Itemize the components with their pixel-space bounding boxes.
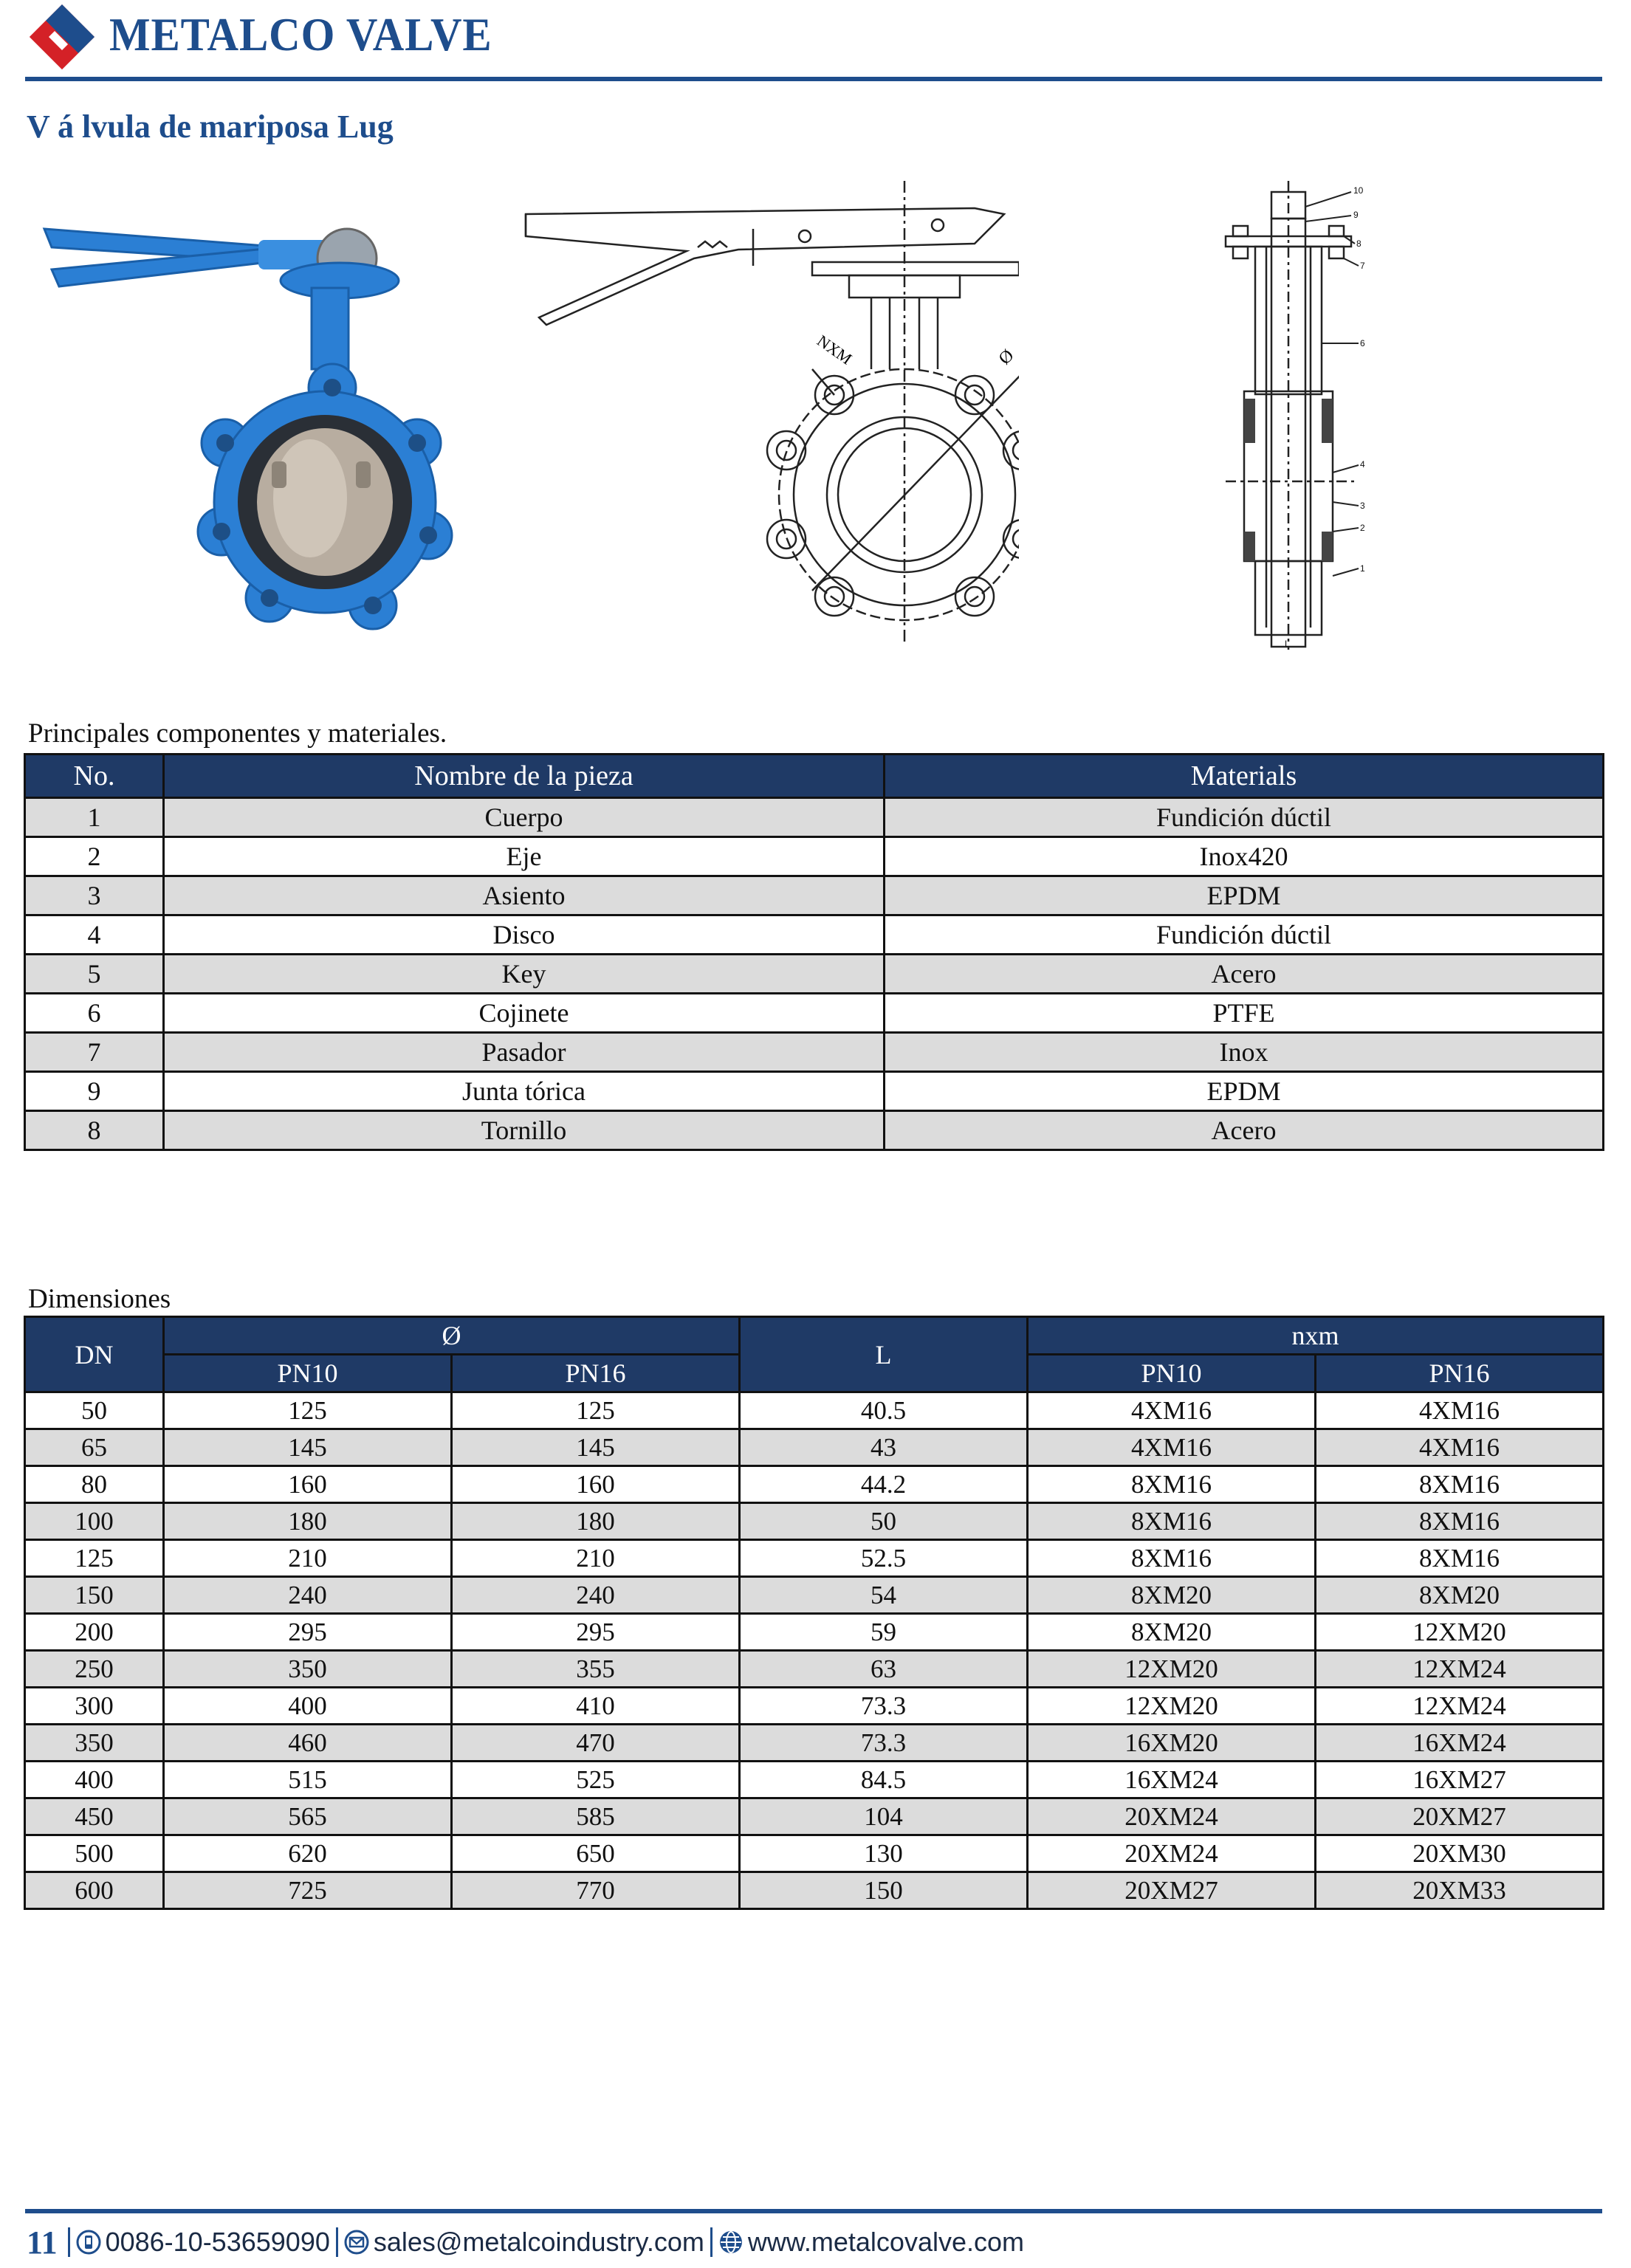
footer-phone: 0086-10-53659090 bbox=[105, 2227, 330, 2257]
components-label: Principales componentes y materiales. bbox=[28, 718, 447, 749]
header-diameter: Ø bbox=[164, 1317, 740, 1355]
cell-no: 1 bbox=[25, 798, 164, 837]
cell-nxm-pn10: 16XM20 bbox=[1028, 1725, 1316, 1762]
cell-nxm-pn16: 8XM16 bbox=[1316, 1540, 1604, 1577]
cell-nxm-pn10: 20XM24 bbox=[1028, 1798, 1316, 1835]
dimensions-row bbox=[25, 1688, 1604, 1725]
cell-diameter-pn10: 565 bbox=[164, 1798, 452, 1835]
dimensions-row bbox=[25, 1503, 1604, 1540]
cell-l: 44.2 bbox=[740, 1466, 1028, 1503]
footer-separator bbox=[336, 2227, 338, 2257]
cell-material: Fundición dúctil bbox=[885, 915, 1604, 955]
cell-part-name: Cojinete bbox=[164, 994, 885, 1033]
dimensions-row bbox=[25, 1872, 1604, 1909]
cell-nxm-pn10: 20XM27 bbox=[1028, 1872, 1316, 1909]
cell-no: 5 bbox=[25, 955, 164, 994]
footer bbox=[27, 2224, 1024, 2261]
dimensions-row bbox=[25, 1392, 1604, 1429]
callout-2: 2 bbox=[1360, 523, 1365, 533]
dimensions-row bbox=[25, 1429, 1604, 1466]
cell-diameter-pn16: 240 bbox=[452, 1577, 740, 1614]
cell-part-name: Junta tórica bbox=[164, 1072, 885, 1111]
cell-dn: 100 bbox=[25, 1503, 164, 1540]
cell-no: 4 bbox=[25, 915, 164, 955]
cell-l: 73.3 bbox=[740, 1688, 1028, 1725]
callout-10: 10 bbox=[1353, 185, 1364, 196]
cell-l: 104 bbox=[740, 1798, 1028, 1835]
brand-name: METALCO VALVE bbox=[109, 8, 492, 61]
cell-l: 84.5 bbox=[740, 1762, 1028, 1798]
globe-icon bbox=[718, 2230, 744, 2255]
valve-section-drawing bbox=[1203, 177, 1373, 650]
phone-icon bbox=[76, 2230, 101, 2255]
cell-l: 150 bbox=[740, 1872, 1028, 1909]
cell-nxm-pn16: 4XM16 bbox=[1316, 1429, 1604, 1466]
header-nxm-pn16: PN16 bbox=[1316, 1355, 1604, 1392]
cell-diameter-pn10: 515 bbox=[164, 1762, 452, 1798]
footer-website[interactable]: www.metalcovalve.com bbox=[747, 2227, 1025, 2257]
cell-no: 9 bbox=[25, 1072, 164, 1111]
callout-1: 1 bbox=[1360, 563, 1365, 574]
callout-9: 9 bbox=[1353, 210, 1359, 220]
cell-diameter-pn10: 210 bbox=[164, 1540, 452, 1577]
dimensions-row bbox=[25, 1577, 1604, 1614]
cell-nxm-pn16: 8XM20 bbox=[1316, 1577, 1604, 1614]
components-header-row bbox=[25, 755, 1604, 798]
cell-dn: 200 bbox=[25, 1614, 164, 1651]
cell-part-name: Cuerpo bbox=[164, 798, 885, 837]
cell-no: 8 bbox=[25, 1111, 164, 1150]
cell-part-name: Pasador bbox=[164, 1033, 885, 1072]
cell-diameter-pn16: 650 bbox=[452, 1835, 740, 1872]
cell-nxm-pn16: 20XM27 bbox=[1316, 1798, 1604, 1835]
components-table bbox=[24, 753, 1604, 1151]
cell-material: Acero bbox=[885, 955, 1604, 994]
cell-nxm-pn16: 16XM24 bbox=[1316, 1725, 1604, 1762]
header-no: No. bbox=[25, 755, 164, 798]
components-row bbox=[25, 1033, 1604, 1072]
cell-diameter-pn10: 725 bbox=[164, 1872, 452, 1909]
cell-part-name: Asiento bbox=[164, 876, 885, 915]
cell-material: EPDM bbox=[885, 876, 1604, 915]
cell-material: Inox420 bbox=[885, 837, 1604, 876]
cell-diameter-pn16: 410 bbox=[452, 1688, 740, 1725]
cell-diameter-pn16: 210 bbox=[452, 1540, 740, 1577]
dimensions-row bbox=[25, 1466, 1604, 1503]
cell-diameter-pn10: 350 bbox=[164, 1651, 452, 1688]
cell-diameter-pn16: 585 bbox=[452, 1798, 740, 1835]
cell-diameter-pn10: 145 bbox=[164, 1429, 452, 1466]
components-row bbox=[25, 915, 1604, 955]
drawing-nxm-label: NXM bbox=[814, 331, 856, 368]
cell-nxm-pn16: 12XM24 bbox=[1316, 1688, 1604, 1725]
cell-diameter-pn10: 160 bbox=[164, 1466, 452, 1503]
cell-part-name: Tornillo bbox=[164, 1111, 885, 1150]
cell-nxm-pn10: 4XM16 bbox=[1028, 1392, 1316, 1429]
header-rule bbox=[25, 77, 1602, 81]
components-row bbox=[25, 1072, 1604, 1111]
components-row bbox=[25, 876, 1604, 915]
cell-l: 130 bbox=[740, 1835, 1028, 1872]
cell-nxm-pn16: 16XM27 bbox=[1316, 1762, 1604, 1798]
cell-nxm-pn10: 8XM16 bbox=[1028, 1540, 1316, 1577]
dimensions-header-row-1 bbox=[25, 1317, 1604, 1355]
cell-no: 6 bbox=[25, 994, 164, 1033]
cell-nxm-pn16: 12XM24 bbox=[1316, 1651, 1604, 1688]
header-nxm-pn10: PN10 bbox=[1028, 1355, 1316, 1392]
cell-diameter-pn16: 295 bbox=[452, 1614, 740, 1651]
header-nxm: nxm bbox=[1028, 1317, 1604, 1355]
dimensions-row bbox=[25, 1540, 1604, 1577]
cell-nxm-pn10: 12XM20 bbox=[1028, 1688, 1316, 1725]
header-diameter-pn10: PN10 bbox=[164, 1355, 452, 1392]
callout-4: 4 bbox=[1360, 459, 1365, 470]
dimensions-row bbox=[25, 1798, 1604, 1835]
cell-material: Fundición dúctil bbox=[885, 798, 1604, 837]
cell-nxm-pn16: 8XM16 bbox=[1316, 1466, 1604, 1503]
cell-diameter-pn10: 295 bbox=[164, 1614, 452, 1651]
cell-dn: 125 bbox=[25, 1540, 164, 1577]
cell-diameter-pn16: 355 bbox=[452, 1651, 740, 1688]
footer-separator bbox=[710, 2227, 713, 2257]
cell-l: 43 bbox=[740, 1429, 1028, 1466]
cell-no: 7 bbox=[25, 1033, 164, 1072]
header-part-name: Nombre de la pieza bbox=[164, 755, 885, 798]
cell-l: 63 bbox=[740, 1651, 1028, 1688]
cell-material: Inox bbox=[885, 1033, 1604, 1072]
cell-part-name: Eje bbox=[164, 837, 885, 876]
email-icon bbox=[344, 2230, 369, 2255]
cell-l: 50 bbox=[740, 1503, 1028, 1540]
footer-separator bbox=[68, 2227, 70, 2257]
drawing-length-label: L bbox=[1285, 639, 1290, 649]
page-title: V á lvula de mariposa Lug bbox=[27, 109, 394, 145]
cell-dn: 450 bbox=[25, 1798, 164, 1835]
cell-diameter-pn10: 125 bbox=[164, 1392, 452, 1429]
cell-no: 3 bbox=[25, 876, 164, 915]
cell-diameter-pn10: 620 bbox=[164, 1835, 452, 1872]
cell-dn: 400 bbox=[25, 1762, 164, 1798]
cell-nxm-pn16: 20XM33 bbox=[1316, 1872, 1604, 1909]
cell-l: 54 bbox=[740, 1577, 1028, 1614]
logo-diamond-icon bbox=[25, 0, 99, 74]
cell-nxm-pn10: 8XM20 bbox=[1028, 1577, 1316, 1614]
footer-email[interactable]: sales@metalcoindustry.com bbox=[373, 2227, 704, 2257]
cell-l: 52.5 bbox=[740, 1540, 1028, 1577]
drawing-diameter-label: Ø bbox=[995, 346, 1018, 369]
cell-dn: 300 bbox=[25, 1688, 164, 1725]
header-materials: Materials bbox=[885, 755, 1604, 798]
cell-nxm-pn10: 8XM20 bbox=[1028, 1614, 1316, 1651]
cell-material: Acero bbox=[885, 1111, 1604, 1150]
dimensions-row bbox=[25, 1835, 1604, 1872]
components-row bbox=[25, 1111, 1604, 1150]
cell-part-name: Disco bbox=[164, 915, 885, 955]
cell-dn: 600 bbox=[25, 1872, 164, 1909]
callout-8: 8 bbox=[1356, 238, 1362, 249]
header-diameter-pn16: PN16 bbox=[452, 1355, 740, 1392]
cell-diameter-pn10: 460 bbox=[164, 1725, 452, 1762]
callout-3: 3 bbox=[1360, 501, 1365, 511]
dimensions-row bbox=[25, 1725, 1604, 1762]
cell-diameter-pn16: 470 bbox=[452, 1725, 740, 1762]
cell-diameter-pn16: 180 bbox=[452, 1503, 740, 1540]
page-number: 11 bbox=[27, 2224, 58, 2261]
cell-diameter-pn10: 240 bbox=[164, 1577, 452, 1614]
cell-nxm-pn16: 20XM30 bbox=[1316, 1835, 1604, 1872]
cell-nxm-pn10: 8XM16 bbox=[1028, 1466, 1316, 1503]
cell-diameter-pn16: 525 bbox=[452, 1762, 740, 1798]
cell-nxm-pn10: 8XM16 bbox=[1028, 1503, 1316, 1540]
cell-nxm-pn10: 16XM24 bbox=[1028, 1762, 1316, 1798]
cell-dn: 65 bbox=[25, 1429, 164, 1466]
cell-dn: 500 bbox=[25, 1835, 164, 1872]
header-l: L bbox=[740, 1317, 1028, 1392]
footer-rule bbox=[25, 2209, 1602, 2213]
dimensions-row bbox=[25, 1651, 1604, 1688]
cell-dn: 350 bbox=[25, 1725, 164, 1762]
dimensions-row bbox=[25, 1614, 1604, 1651]
cell-dn: 50 bbox=[25, 1392, 164, 1429]
dimensions-label: Dimensiones bbox=[28, 1284, 171, 1314]
cell-nxm-pn16: 8XM16 bbox=[1316, 1503, 1604, 1540]
cell-diameter-pn10: 180 bbox=[164, 1503, 452, 1540]
cell-l: 59 bbox=[740, 1614, 1028, 1651]
components-row bbox=[25, 955, 1604, 994]
components-row bbox=[25, 798, 1604, 837]
cell-nxm-pn16: 12XM20 bbox=[1316, 1614, 1604, 1651]
cell-nxm-pn16: 4XM16 bbox=[1316, 1392, 1604, 1429]
cell-l: 73.3 bbox=[740, 1725, 1028, 1762]
cell-dn: 80 bbox=[25, 1466, 164, 1503]
cell-dn: 250 bbox=[25, 1651, 164, 1688]
cell-diameter-pn16: 770 bbox=[452, 1872, 740, 1909]
cell-dn: 150 bbox=[25, 1577, 164, 1614]
cell-material: EPDM bbox=[885, 1072, 1604, 1111]
cell-diameter-pn10: 400 bbox=[164, 1688, 452, 1725]
cell-part-name: Key bbox=[164, 955, 885, 994]
dimensions-table bbox=[24, 1316, 1604, 1910]
header-dn: DN bbox=[25, 1317, 164, 1392]
cell-nxm-pn10: 20XM24 bbox=[1028, 1835, 1316, 1872]
cell-diameter-pn16: 145 bbox=[452, 1429, 740, 1466]
callout-6: 6 bbox=[1360, 338, 1365, 348]
cell-no: 2 bbox=[25, 837, 164, 876]
cell-diameter-pn16: 160 bbox=[452, 1466, 740, 1503]
valve-front-drawing bbox=[517, 177, 1019, 650]
cell-diameter-pn16: 125 bbox=[452, 1392, 740, 1429]
dimensions-row bbox=[25, 1762, 1604, 1798]
callout-7: 7 bbox=[1360, 261, 1365, 271]
cell-nxm-pn10: 4XM16 bbox=[1028, 1429, 1316, 1466]
cell-material: PTFE bbox=[885, 994, 1604, 1033]
valve-photo bbox=[37, 207, 465, 635]
cell-nxm-pn10: 12XM20 bbox=[1028, 1651, 1316, 1688]
cell-l: 40.5 bbox=[740, 1392, 1028, 1429]
components-row bbox=[25, 994, 1604, 1033]
components-row bbox=[25, 837, 1604, 876]
